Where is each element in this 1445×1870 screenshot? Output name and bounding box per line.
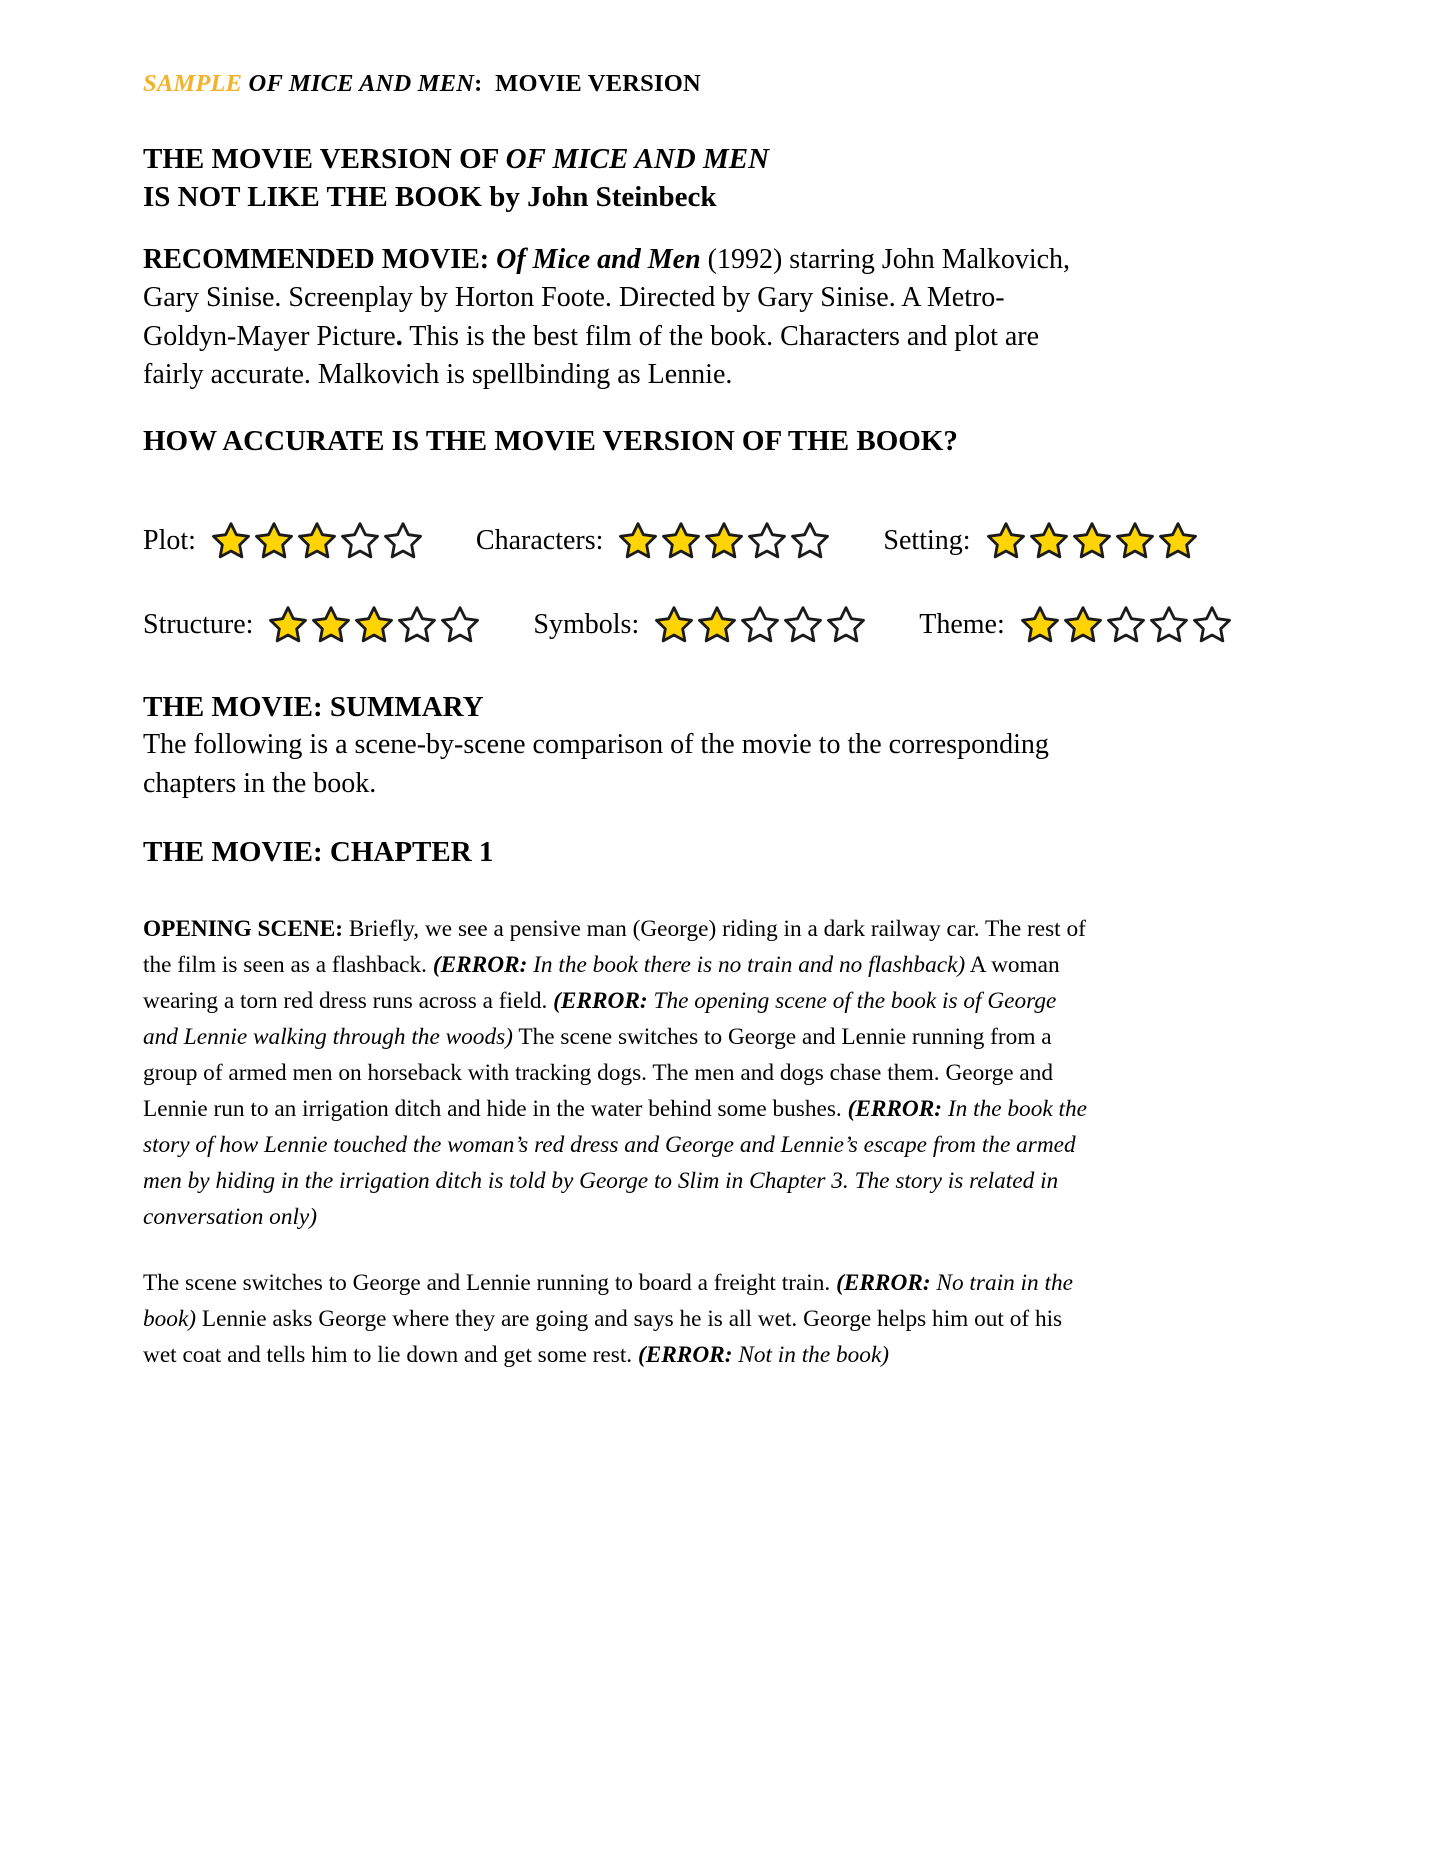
star-filled-icon — [1028, 521, 1070, 561]
star-empty-icon — [825, 605, 867, 645]
star-rating — [267, 605, 481, 645]
text-segment: OF MICE AND MEN — [242, 70, 475, 97]
rating-label: Setting: — [883, 524, 971, 556]
text-segment: Not in the book) — [738, 1342, 890, 1369]
chapter-heading: THE MOVIE: CHAPTER 1 — [143, 835, 494, 868]
rating-label: Symbols: — [533, 608, 640, 640]
document-header — [143, 70, 1445, 98]
text-segment: : MOVIE VERSION — [474, 70, 701, 97]
text-segment: (ERROR: — [553, 988, 654, 1015]
star-filled-icon — [253, 521, 295, 561]
star-filled-icon — [1157, 521, 1199, 561]
star-empty-icon — [382, 521, 424, 561]
rating-label: Plot: — [143, 524, 196, 556]
accuracy-heading: HOW ACCURATE IS THE MOVIE VERSION OF THE BOOK? — [143, 425, 958, 458]
star-empty-icon — [789, 521, 831, 561]
document-title — [143, 140, 1088, 217]
title-line-1 — [143, 140, 1088, 178]
rating-row — [143, 605, 1445, 645]
star-filled-icon — [353, 605, 395, 645]
text-segment: . — [395, 320, 403, 352]
star-rating — [210, 521, 424, 561]
star-empty-icon — [782, 605, 824, 645]
text-segment: No train in the book) — [143, 1270, 1073, 1333]
rating-label: Characters: — [475, 524, 604, 556]
text-segment: (1992) starring John Malkovich, Gary Sinise. Screenplay by Horton Foote. Directed by Gary Sinise. A Metro-Goldyn-Mayer Picture — [143, 243, 1071, 352]
rating-label: Theme: — [919, 608, 1005, 640]
text-segment: This is the best film of the book. Characters and plot are fairly accurate. Malkovich is spellbinding as Lennie. — [143, 320, 1040, 391]
star-filled-icon — [696, 605, 738, 645]
star-filled-icon — [267, 605, 309, 645]
text-segment: In the book there is no train and no flashback) — [533, 952, 966, 979]
star-filled-icon — [1019, 605, 1061, 645]
text-segment: THE MOVIE VERSION OF — [143, 143, 506, 175]
star-empty-icon — [746, 521, 788, 561]
text-segment: OF MICE AND MEN — [505, 143, 770, 175]
star-filled-icon — [703, 521, 745, 561]
rating-characters — [476, 521, 832, 561]
star-empty-icon — [339, 521, 381, 561]
rating-label: Structure: — [143, 608, 254, 640]
rating-structure — [143, 605, 481, 645]
star-filled-icon — [310, 605, 352, 645]
text-segment: IS NOT LIKE THE BOOK by John Steinbeck — [143, 181, 717, 214]
star-empty-icon — [1148, 605, 1190, 645]
text-segment: SAMPLE — [143, 70, 243, 97]
star-rating — [617, 521, 831, 561]
star-empty-icon — [1105, 605, 1147, 645]
star-filled-icon — [617, 521, 659, 561]
rating-row — [143, 521, 1445, 561]
text-segment: Briefly, we see a pensive man (George) riding in a dark railway car. The rest of the film is seen as a flashback. — [143, 916, 1086, 979]
star-empty-icon — [1191, 605, 1233, 645]
text-segment: (ERROR: — [847, 1096, 948, 1123]
star-rating — [653, 605, 867, 645]
star-empty-icon — [739, 605, 781, 645]
text-segment: (ERROR: — [637, 1342, 739, 1369]
star-rating — [985, 521, 1199, 561]
text-segment: Of Mice and Men — [496, 243, 701, 275]
rating-setting — [883, 521, 1198, 561]
summary-heading: THE MOVIE: SUMMARY — [143, 690, 484, 723]
text-segment: (ERROR: — [432, 952, 534, 979]
title-line-2 — [143, 178, 1088, 216]
text-segment: OPENING SCENE: — [143, 916, 349, 943]
text-segment: The opening scene of the book is of George and Lennie walking through the woods) — [143, 988, 1057, 1051]
star-rating — [1019, 605, 1233, 645]
star-filled-icon — [1114, 521, 1156, 561]
text-segment: RECOMMENDED MOVIE: — [143, 243, 497, 275]
rating-symbols — [533, 605, 867, 645]
train-scene-paragraph — [143, 1265, 1091, 1373]
text-segment: The scene switches to George and Lennie running from a group of armed men on horseback with tracking dogs. The men and dogs chase them. George and Lennie run to an irrigation ditch and hide in the water behind some bushes. — [143, 1024, 1054, 1123]
ratings-section — [143, 521, 1445, 645]
text-segment: In the book the story of how Lennie touched the woman’s red dress and George and Lennie’s escape from the armed men by hiding in the irrigation ditch is told by George to Slim in Chapter 3. The story is related in conversation only) — [143, 1096, 1087, 1231]
star-filled-icon — [296, 521, 338, 561]
star-filled-icon — [1071, 521, 1113, 561]
star-filled-icon — [653, 605, 695, 645]
text-segment: (ERROR: — [836, 1270, 937, 1297]
rating-plot — [143, 521, 424, 561]
star-empty-icon — [439, 605, 481, 645]
star-empty-icon — [396, 605, 438, 645]
text-segment: The scene switches to George and Lennie running to board a freight train. — [143, 1270, 837, 1297]
text-segment: A woman wearing a torn red dress runs across a field. — [143, 952, 1060, 1015]
star-filled-icon — [660, 521, 702, 561]
star-filled-icon — [1062, 605, 1104, 645]
star-filled-icon — [210, 521, 252, 561]
recommended-movie-paragraph — [143, 241, 1088, 396]
summary-text: The following is a scene-by-scene comparison of the movie to the corresponding chapters in the book. — [143, 729, 1049, 800]
opening-scene-paragraph — [143, 911, 1091, 1235]
text-segment: Lennie asks George where they are going and says he is all wet. George helps him out of his wet coat and tells him to lie down and get some rest. — [143, 1306, 1063, 1369]
star-filled-icon — [985, 521, 1027, 561]
rating-theme — [919, 605, 1233, 645]
